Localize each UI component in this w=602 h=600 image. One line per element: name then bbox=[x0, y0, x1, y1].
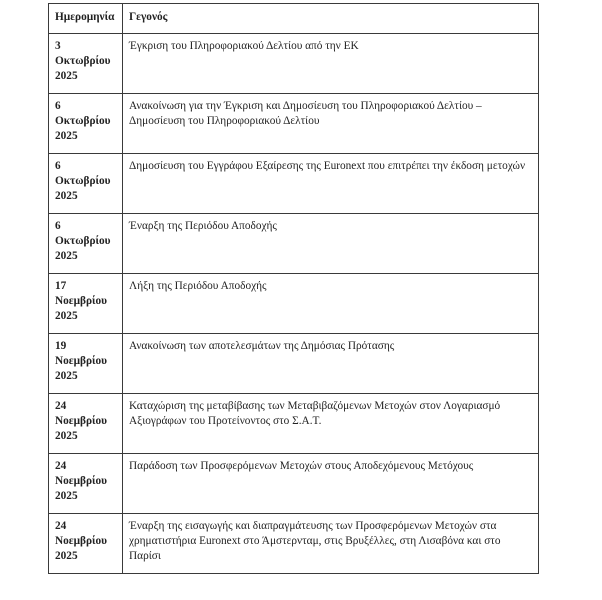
date-day: 17 bbox=[55, 280, 67, 292]
date-month: Οκτωβρίου bbox=[55, 55, 111, 67]
table-row bbox=[49, 94, 539, 154]
event-text: Έγκριση του Πληροφοριακού Δελτίου από την ΕΚ bbox=[129, 40, 359, 52]
date-day: 24 bbox=[55, 460, 67, 472]
date-year: 2025 bbox=[55, 370, 78, 382]
timeline-table bbox=[48, 3, 539, 574]
event-text: Έναρξη της Περιόδου Αποδοχής bbox=[129, 220, 277, 232]
table-row bbox=[49, 154, 539, 214]
date-cell bbox=[49, 214, 123, 274]
date-month: Νοεμβρίου bbox=[55, 475, 108, 487]
event-text: Καταχώριση της μεταβίβασης των Μεταβιβαζόμενων Μετοχών στον Λογαριασμό Αξιογράφων του Προτείνοντος στο Σ.Α.Τ. bbox=[129, 400, 501, 427]
date-cell bbox=[49, 274, 123, 334]
date-month: Οκτωβρίου bbox=[55, 115, 111, 127]
event-text: Ανακοίνωση των αποτελεσμάτων της Δημόσιας Πρότασης bbox=[129, 340, 395, 352]
table-row bbox=[49, 454, 539, 514]
date-day: 24 bbox=[55, 400, 67, 412]
date-day: 6 bbox=[55, 220, 61, 232]
date-year: 2025 bbox=[55, 430, 78, 442]
table-header-row bbox=[49, 4, 539, 34]
date-day: 6 bbox=[55, 160, 61, 172]
event-cell bbox=[123, 514, 539, 574]
date-year: 2025 bbox=[55, 550, 78, 562]
date-cell bbox=[49, 94, 123, 154]
date-month: Οκτωβρίου bbox=[55, 235, 111, 247]
table-row bbox=[49, 394, 539, 454]
date-month: Νοεμβρίου bbox=[55, 295, 108, 307]
date-year: 2025 bbox=[55, 130, 78, 142]
date-month: Νοεμβρίου bbox=[55, 415, 108, 427]
date-day: 3 bbox=[55, 40, 61, 52]
table-row bbox=[49, 214, 539, 274]
date-cell bbox=[49, 454, 123, 514]
event-text: Έναρξη της εισαγωγής και διαπραγμάτευσης των Προσφερόμενων Μετοχών στα χρηματιστήρια Euronext στο Άμστερνταμ, στις Βρυξέλλες, στη Λισαβόνα και στο Παρίσι bbox=[129, 520, 501, 562]
event-cell bbox=[123, 454, 539, 514]
table-row bbox=[49, 274, 539, 334]
date-cell bbox=[49, 334, 123, 394]
event-cell bbox=[123, 394, 539, 454]
event-cell bbox=[123, 34, 539, 94]
event-cell bbox=[123, 274, 539, 334]
date-month: Οκτωβρίου bbox=[55, 175, 111, 187]
event-text: Λήξη της Περιόδου Αποδοχής bbox=[129, 280, 267, 292]
table-row bbox=[49, 514, 539, 574]
date-cell bbox=[49, 514, 123, 574]
event-cell bbox=[123, 334, 539, 394]
date-year: 2025 bbox=[55, 190, 78, 202]
date-cell bbox=[49, 154, 123, 214]
event-text: Ανακοίνωση για την Έγκριση και Δημοσίευση του Πληροφοριακού Δελτίου – Δημοσίευση του Πληροφοριακού Δελτίου bbox=[129, 100, 482, 127]
header-date: Ημερομηνία bbox=[49, 4, 123, 34]
date-day: 24 bbox=[55, 520, 67, 532]
date-year: 2025 bbox=[55, 70, 78, 82]
date-year: 2025 bbox=[55, 310, 78, 322]
date-month: Νοεμβρίου bbox=[55, 535, 108, 547]
event-cell bbox=[123, 94, 539, 154]
date-day: 19 bbox=[55, 340, 67, 352]
event-cell bbox=[123, 154, 539, 214]
event-text: Δημοσίευση του Εγγράφου Εξαίρεσης της Euronext που επιτρέπει την έκδοση μετοχών bbox=[129, 160, 526, 172]
event-text: Παράδοση των Προσφερόμενων Μετοχών στους Αποδεχόμενους Μετόχους bbox=[129, 460, 474, 472]
table-row bbox=[49, 34, 539, 94]
date-month: Νοεμβρίου bbox=[55, 355, 108, 367]
event-cell bbox=[123, 214, 539, 274]
date-cell bbox=[49, 34, 123, 94]
date-cell bbox=[49, 394, 123, 454]
table-row bbox=[49, 334, 539, 394]
date-year: 2025 bbox=[55, 490, 78, 502]
date-year: 2025 bbox=[55, 250, 78, 262]
header-event: Γεγονός bbox=[123, 4, 539, 34]
date-day: 6 bbox=[55, 100, 61, 112]
